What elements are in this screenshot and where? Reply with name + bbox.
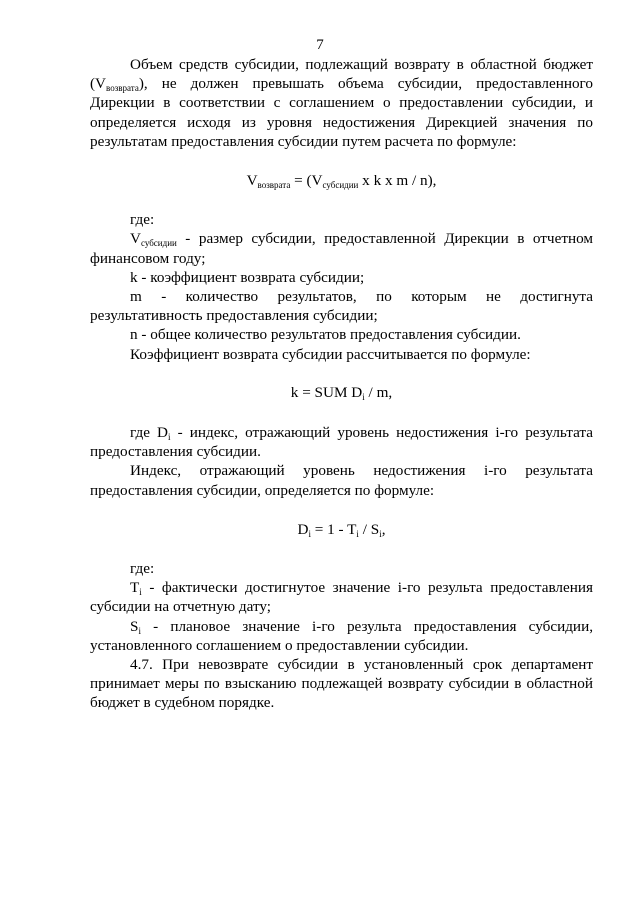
definition-t: $T_i$ - фактически достигнутое значение i-го результа предоставления субсидии на отчетную дату;: [90, 579, 593, 616]
definition-m: m - количество результатов, по которым не достигнута результативность предоставления субсидии;: [90, 288, 593, 325]
definition-d-index: где $D_i$ - индекс, отражающий уровень недостижения i-го результата предоставления субсидии.: [90, 424, 593, 461]
index-intro: Индекс, отражающий уровень недостижения i-го результата предоставления субсидии, определяется по формуле:: [90, 462, 593, 499]
definition-n: n - общее количество результатов предоставления субсидии.: [130, 326, 521, 344]
definition-s: $S_i$ - плановое значение i-го результа предоставления субсидии, установленного соглашением о предоставлении субсидии.: [90, 617, 593, 654]
coefficient-intro: Коэффициент возврата субсидии рассчитывается по формуле:: [130, 345, 531, 363]
definition-v-subsidy: $V_{субсидии}$ - размер субсидии, предоставленной Дирекции в отчетном финансовом году;: [90, 230, 593, 267]
where-label-2: где:: [130, 560, 155, 578]
formula-refund-volume: $V_{возврата} = (V_{субсидии}$ x k x m / n),: [246, 172, 437, 191]
definition-k: k - коэффициент возврата субсидии;: [130, 268, 365, 286]
paragraph-refund-volume: Объем средств субсидии, подлежащий возврату в областной бюджет $(V_{возврата})$, не должен превышать объема субсидии, предоставленного Дирекции в соответствии с соглашением о предоставлении субсидии, и определяется исходя из уровня недостижения Дирекцией значения по результатам предоставления субсидии путем расчета по формуле:: [90, 56, 593, 150]
paragraph-4-7: 4.7. При невозврате субсидии в установленный срок департамент принимает меры по взысканию подлежащей возврату субсидии в областной бюджет в судебном порядке.: [90, 656, 593, 712]
document-body: [90, 55, 593, 713]
formula-coefficient: k = SUM $D_i$ / m,: [290, 383, 393, 402]
where-label: где:: [130, 211, 155, 229]
page-number: 7: [316, 37, 324, 53]
formula-index: $D_i = 1 - T_i / S_i$,: [297, 520, 386, 539]
